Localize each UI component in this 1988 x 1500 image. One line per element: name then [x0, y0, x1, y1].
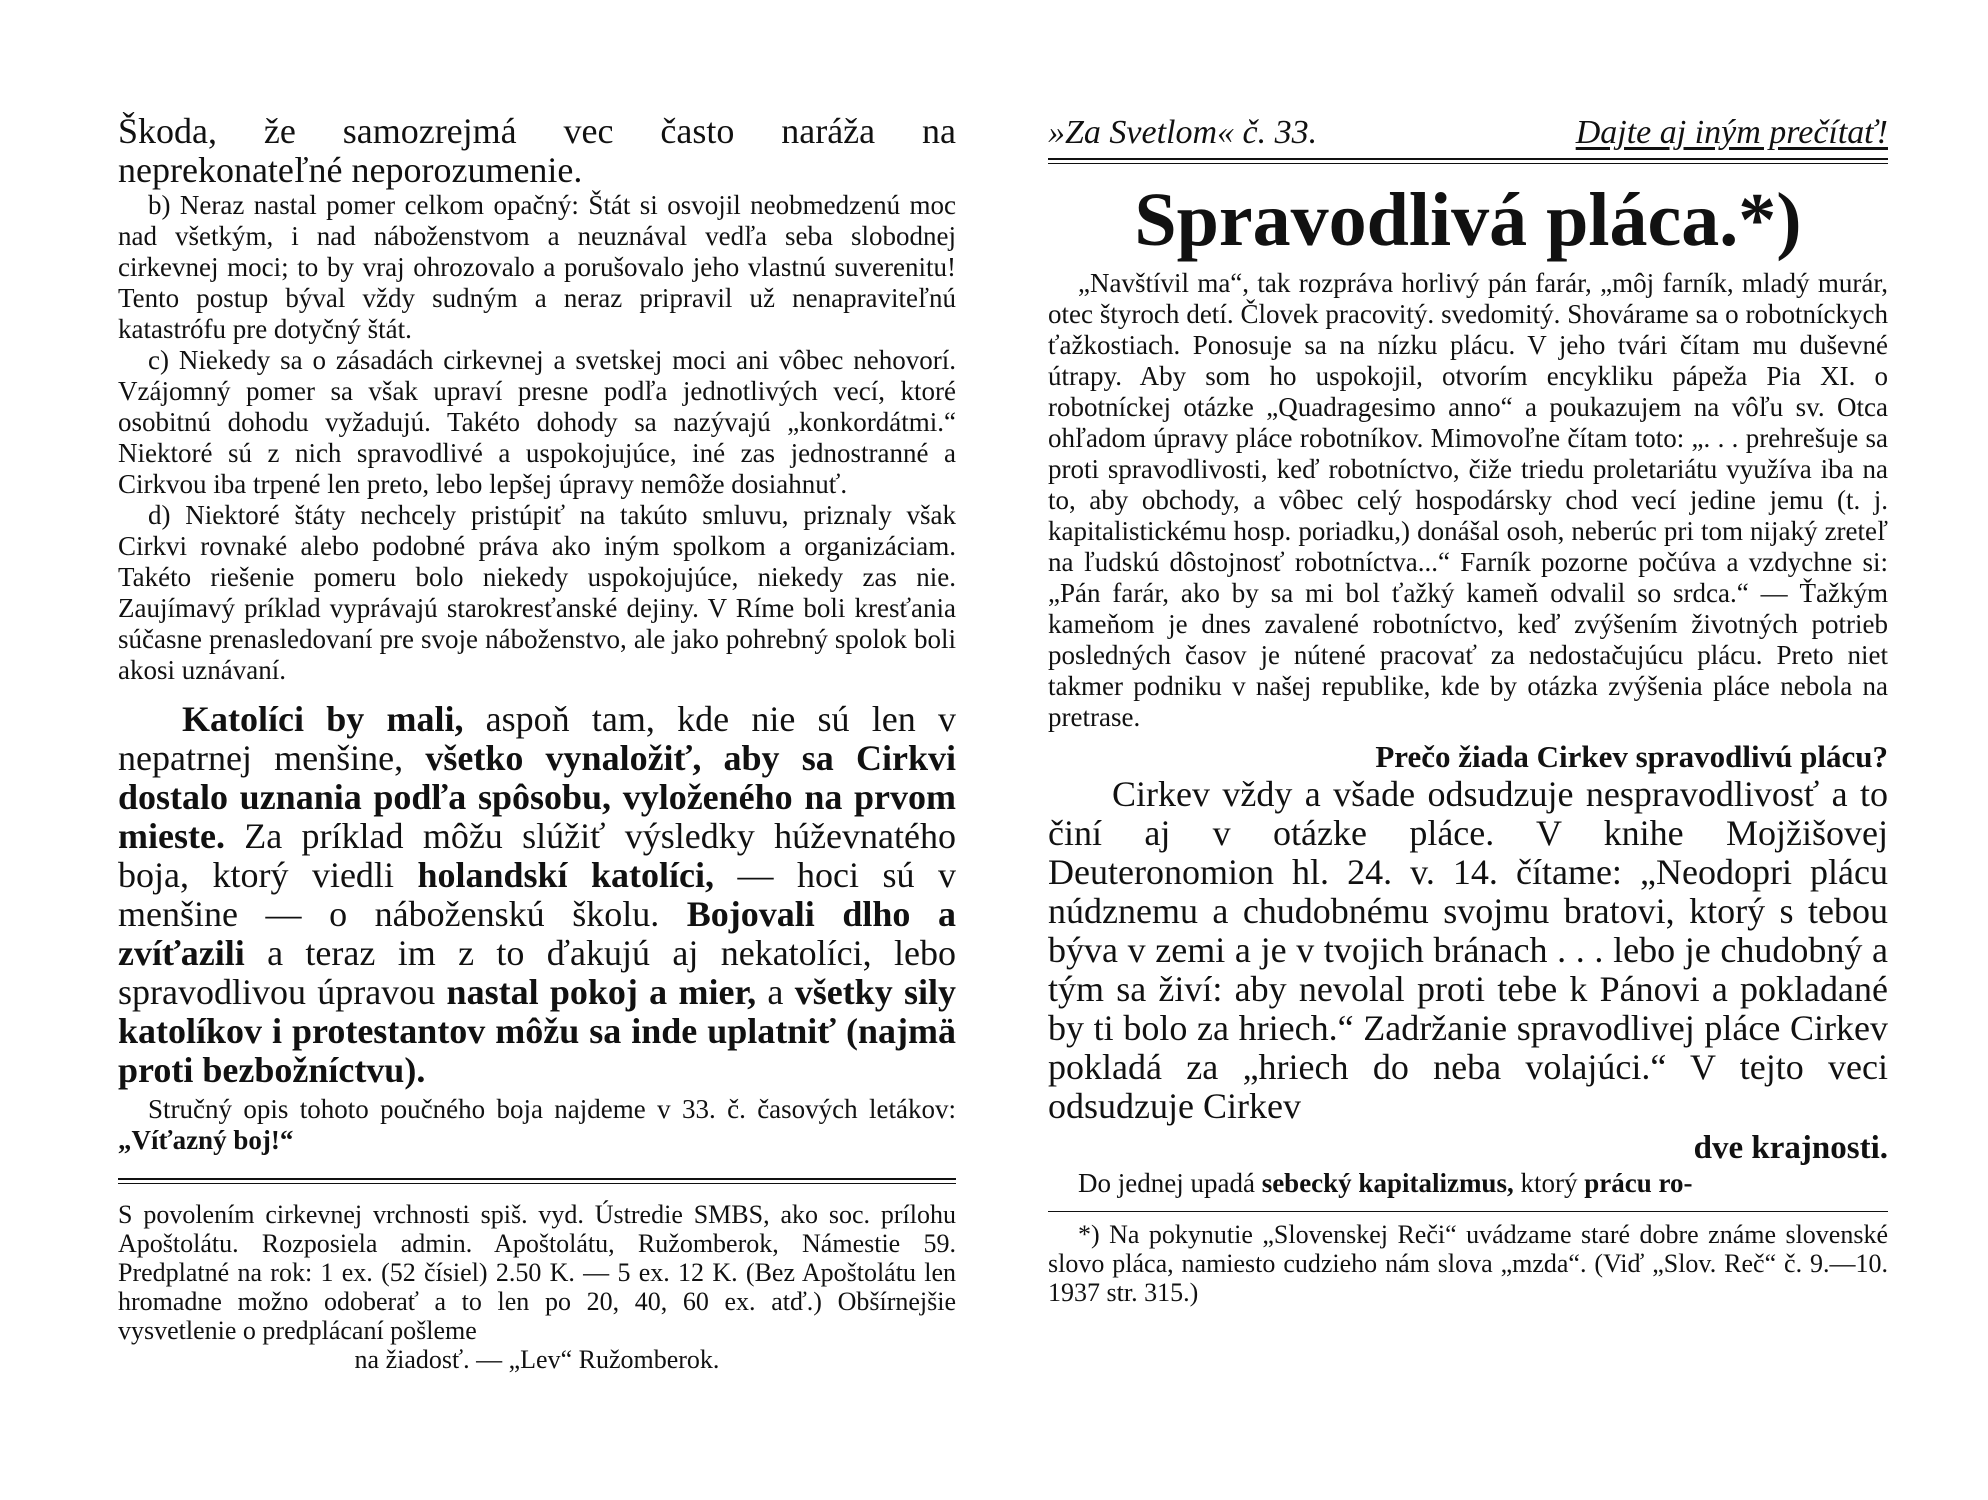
emphasis-text: nastal pokoj a mier, — [446, 972, 757, 1012]
body-text: Do jednej upadá — [1078, 1168, 1262, 1198]
emphasis-text: Katolíci by mali, — [182, 699, 464, 739]
body-text: — hoci sú v menšine — o náboženskú školu. — [118, 855, 956, 934]
emphasis-text: všetky sily katolíkov i protestantov môžu sa inde uplatniť (najmä proti bezbožníctvu). — [118, 972, 957, 1090]
issue-label: »Za Svetlom« č. 33. — [1048, 114, 1318, 151]
body-text: a teraz im z to ďakujú aj nekatolíci, lebo spravodlivou úpravou — [118, 933, 956, 1012]
paragraph-story: „Navštívil ma“, tak rozpráva horlivý pán farár, „môj farník, mladý murár, otec štyroch detí. Človek pracovitý. svedomitý. Shovárame sa o robotníckych ťažkostiach. Ponosuje sa na nízku plácu. V jeho tvári čítam mu duševné útrapy. Aby som ho uspokojil, otvorím encykliku pápeža Pia XI. o robotníckej otázke „Quadragesimo anno“ a poukazujem na vôľu sv. Otca ohľadom úpravy pláce robotníkov. Mimovoľne čítam toto: „. . . prehrešuje sa proti spravodlivosti, keď robotníctvo, čiže triedu proletariátu využíva iba na to, aby obchody, a vôbec celý hospodársky chod vecí jedine jemu (t. j. kapitalistickému hosp. poriadku,) donášal osoh, neberúc pri tom nijaký zreteľ na ľudskú dôstojnosť robotníctva...“ Farník pozorne počúva a vzdychne si: „Pán farár, ako by sa mi bol ťažký kameň odvalil so srdca.“ — Ťažkým kameňom je dnes zavalené robotníctvo, keď zvýšením životných potrieb posledných časov je nútené pracovať za nedostačujúcu plácu. Preto niet takmer podniku v našej republike, kde by otázka zvýšenia pláce nebola na pretrase. — [1048, 268, 1888, 732]
paragraph-d: d) Niektoré štáty nechcely pristúpiť na takúto smluvu, priznaly však Cirkvi rovnaké alebo podobné práva ako iným spolkom a organizáciam. Takéto riešenie pomeru bolo niekedy uspokojujúce, niekedy zas nie. Zaujímavý príklad vyprávajú starokresťanské dejiny. V Ríme boli kresťania súčasne prenasledovaní pre svoje náboženstvo, ale jako pohrebný spolok boli akosi uznávaní. — [118, 500, 956, 685]
body-text: aspoň tam, kde nie sú len v nepatrnej menšine, — [118, 699, 956, 778]
body-text: Za príklad môžu slúžiť výsledky húževnatého boja, ktorý viedli — [118, 816, 956, 895]
paragraph-church: Cirkev vždy a všade odsudzuje nespravodlivosť a to činí aj v otázke pláce. V knihe Mojžišovej Deuteronomion hl. 24. v. 14. čítame: „Neodopri plácu núdznemu a chudobnému svojmu bratovi, ktorý s tebou býva v zemi a je v tvojich bránach . . . lebo je chudobný a tým sa živí: aby nevolal proti tebe k Pánovi a pokladané by ti bolo za hriech.“ Zadržanie spravodlivej pláce Cirkev pokladá za „hriech do neba volajúci.“ V tejto veci odsudzuje Cirkev — [1048, 774, 1888, 1126]
paragraph-capitalism — [1048, 1168, 1888, 1199]
divider — [118, 1178, 956, 1184]
section-heading-extremes: dve krajnosti. — [1693, 1130, 1888, 1166]
article-title: Spravodlivá pláca.*) — [1134, 178, 1802, 262]
emphasis-text: všetko vynaložiť, aby sa Cirkvi dostalo uznania podľa spôsobu, vyloženého na prvom mieste. — [118, 738, 956, 856]
paragraph-intro: Škoda, že samozrejmá vec často naráža na neprekonateľné neporozumenie. — [118, 111, 956, 190]
emphasis-text: holandskí katolíci, — [417, 855, 715, 895]
paragraph-c: c) Niekedy sa o zásadách cirkevnej a svetskej moci ani vôbec nehovorí. Vzájomný pomer sa však upraví presne podľa jednotlivých vecí, ktoré osobitnú dohodu vyžadujú. Takéto dohody sa nazývajú „konkordátmi.“ Niektoré sú z nich spravodlivé a uspokojujúce, iné zas jednostranné a Cirkvou iba trpené len preto, lebo lepšej úpravy nemôže dosiahnuť. — [118, 345, 956, 499]
body-text: Stručný opis tohoto poučného boja najdeme v 33. č. časových letákov: — [148, 1094, 956, 1124]
footnote-divider — [1048, 1211, 1888, 1212]
paragraph-reference — [118, 1094, 956, 1156]
leaflet-title: „Víťazný boj!“ — [118, 1125, 294, 1155]
left-column — [118, 112, 956, 1374]
body-text: a — [756, 972, 795, 1012]
paragraph-catholics — [118, 700, 956, 1090]
emphasis-text: sebecký kapitalizmus, — [1261, 1168, 1514, 1198]
section-heading: Prečo žiada Cirkev spravodlivú plácu? — [1375, 739, 1888, 774]
emphasis-text: prácu ro- — [1584, 1168, 1693, 1198]
body-text: ktorý — [1513, 1168, 1585, 1198]
right-column — [1048, 112, 1888, 1307]
footnote: *) Na pokynutie „Slovenskej Reči“ uvádzame staré dobre známe slovenské slovo pláca, namiesto cudzieho nám slova „mzda“. (Viď „Slov. Reč“ č. 9.—10. 1937 str. 315.) — [1048, 1220, 1888, 1307]
imprint-end: na žiadosť. — „Lev“ Ružomberok. — [354, 1345, 720, 1374]
emphasis-text: Bojovali dlho a zvíťazili — [118, 894, 956, 973]
header-divider — [1048, 158, 1888, 164]
header-motto: Dajte aj iným prečítať! — [1575, 114, 1888, 151]
page-header — [1048, 112, 1888, 154]
imprint: S povolením cirkevnej vrchnosti spiš. vyd. Ústredie SMBS, ako soc. prílohu Apoštolátu. Rozposiela admin. Apoštolátu, Ružomberok, Námestie 59. Predplatné na rok: 1 ex. (52 čísiel) 2.50 K. — 5 ex. 12 K. (Bez Apoštolátu len hromadne možno odoberať a to len po 20, 40, 60 ex. atď.) Obšírnejšie vysvetlenie o predplácaní pošleme — [118, 1200, 956, 1345]
paragraph-b: b) Neraz nastal pomer celkom opačný: Štát si osvojil neobmedzenú moc nad všetkým, i nad náboženstvom a neuznával vedľa seba slobodnej cirkevnej moci; to by vraj ohrozovalo a porušovalo jeho vlastnú suverenitu! Tento postup býval vždy sudným a neraz pripravil už nenapraviteľnú katastrófu pre dotyčný štát. — [118, 190, 956, 344]
